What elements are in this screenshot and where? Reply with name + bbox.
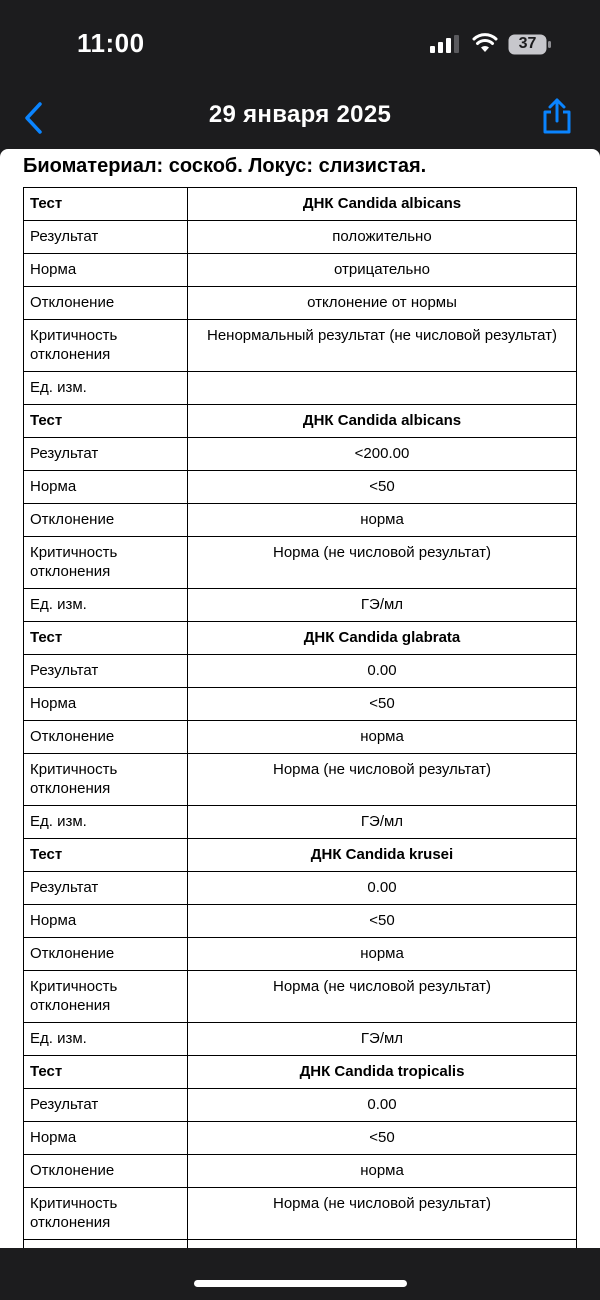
row-value: Норма (не числовой результат) [188, 537, 577, 589]
table-header-row [24, 1056, 577, 1089]
table-row [24, 688, 577, 721]
status-time: 11:00 [77, 28, 145, 58]
row-label: Отклонение [24, 287, 188, 320]
row-value: ГЭ/мл [188, 589, 577, 622]
row-label: Норма [24, 471, 188, 504]
row-label: Результат [24, 221, 188, 254]
row-value: отклонение от нормы [188, 287, 577, 320]
row-label: Тест [24, 622, 188, 655]
row-label: Норма [24, 905, 188, 938]
row-label: Критичность отклонения [24, 320, 188, 372]
status-bar [0, 0, 600, 90]
table-header-row [24, 188, 577, 221]
row-label: Критичность отклонения [24, 1188, 188, 1240]
table-row [24, 254, 577, 287]
battery-level: 37 [518, 35, 537, 52]
table-row [24, 537, 577, 589]
row-label: Тест [24, 1056, 188, 1089]
table-row [24, 320, 577, 372]
row-label: Отклонение [24, 721, 188, 754]
share-icon[interactable] [541, 97, 573, 135]
row-label: Ед. изм. [24, 589, 188, 622]
row-value: 0.00 [188, 872, 577, 905]
row-value: <50 [188, 1122, 577, 1155]
table-row [24, 287, 577, 320]
row-value: норма [188, 1155, 577, 1188]
results-table [23, 187, 577, 1248]
row-label: Отклонение [24, 1155, 188, 1188]
table-row [24, 221, 577, 254]
row-value: ДНК Candida krusei [188, 839, 577, 872]
row-value: ДНК Candida albicans [188, 405, 577, 438]
row-value: ДНК Candida tropicalis [188, 1056, 577, 1089]
navigation-bar [0, 90, 600, 148]
row-label: Критичность отклонения [24, 537, 188, 589]
row-value: Норма (не числовой результат) [188, 971, 577, 1023]
table-header-row [24, 622, 577, 655]
table-row [24, 471, 577, 504]
row-value: <200.00 [188, 438, 577, 471]
table-row [24, 1240, 577, 1249]
table-row [24, 1122, 577, 1155]
row-value: Норма (не числовой результат) [188, 754, 577, 806]
row-label: Отклонение [24, 938, 188, 971]
home-indicator[interactable] [194, 1280, 407, 1287]
table-row [24, 589, 577, 622]
table-row [24, 971, 577, 1023]
table-row [24, 872, 577, 905]
row-value: норма [188, 504, 577, 537]
row-label: Тест [24, 839, 188, 872]
battery-icon [508, 34, 552, 61]
row-label: Результат [24, 872, 188, 905]
row-label: Результат [24, 1089, 188, 1122]
table-row [24, 504, 577, 537]
wifi-icon [472, 33, 498, 53]
table-row [24, 372, 577, 405]
table-row [24, 1089, 577, 1122]
table-row [24, 1155, 577, 1188]
row-value: Норма (не числовой результат) [188, 1188, 577, 1240]
document-sheet[interactable] [0, 149, 600, 1248]
table-header-row [24, 839, 577, 872]
row-value: <50 [188, 688, 577, 721]
table-row [24, 938, 577, 971]
table-row [24, 1188, 577, 1240]
row-value: <50 [188, 471, 577, 504]
row-value: ГЭ/мл [188, 806, 577, 839]
table-row [24, 1023, 577, 1056]
row-value [188, 372, 577, 405]
row-label: Ед. изм. [24, 1023, 188, 1056]
row-value: Ненормальный результат (не числовой результат) [188, 320, 577, 372]
table-row [24, 438, 577, 471]
row-value: 0.00 [188, 655, 577, 688]
row-value [188, 1240, 577, 1249]
row-label: Отклонение [24, 504, 188, 537]
row-label: Результат [24, 655, 188, 688]
row-label: Критичность отклонения [24, 971, 188, 1023]
row-value: 0.00 [188, 1089, 577, 1122]
row-label: Тест [24, 188, 188, 221]
document-heading: Биоматериал: соскоб. Локус: слизистая. [23, 155, 427, 177]
table-row [24, 905, 577, 938]
row-value: норма [188, 938, 577, 971]
row-value: отрицательно [188, 254, 577, 287]
row-value: ГЭ/мл [188, 1023, 577, 1056]
row-value: ДНК Candida glabrata [188, 622, 577, 655]
row-value: ДНК Candida albicans [188, 188, 577, 221]
table-header-row [24, 405, 577, 438]
row-label [24, 1240, 188, 1249]
table-row [24, 806, 577, 839]
row-label: Результат [24, 438, 188, 471]
row-label: Ед. изм. [24, 806, 188, 839]
cellular-signal-icon [430, 35, 460, 53]
row-label: Критичность отклонения [24, 754, 188, 806]
row-label: Норма [24, 688, 188, 721]
table-row [24, 655, 577, 688]
table-row [24, 754, 577, 806]
row-value: <50 [188, 905, 577, 938]
row-value: норма [188, 721, 577, 754]
table-row [24, 721, 577, 754]
row-label: Тест [24, 405, 188, 438]
row-label: Норма [24, 254, 188, 287]
row-label: Ед. изм. [24, 372, 188, 405]
page-title: 29 января 2025 [208, 101, 392, 128]
row-value: положительно [188, 221, 577, 254]
row-label: Норма [24, 1122, 188, 1155]
